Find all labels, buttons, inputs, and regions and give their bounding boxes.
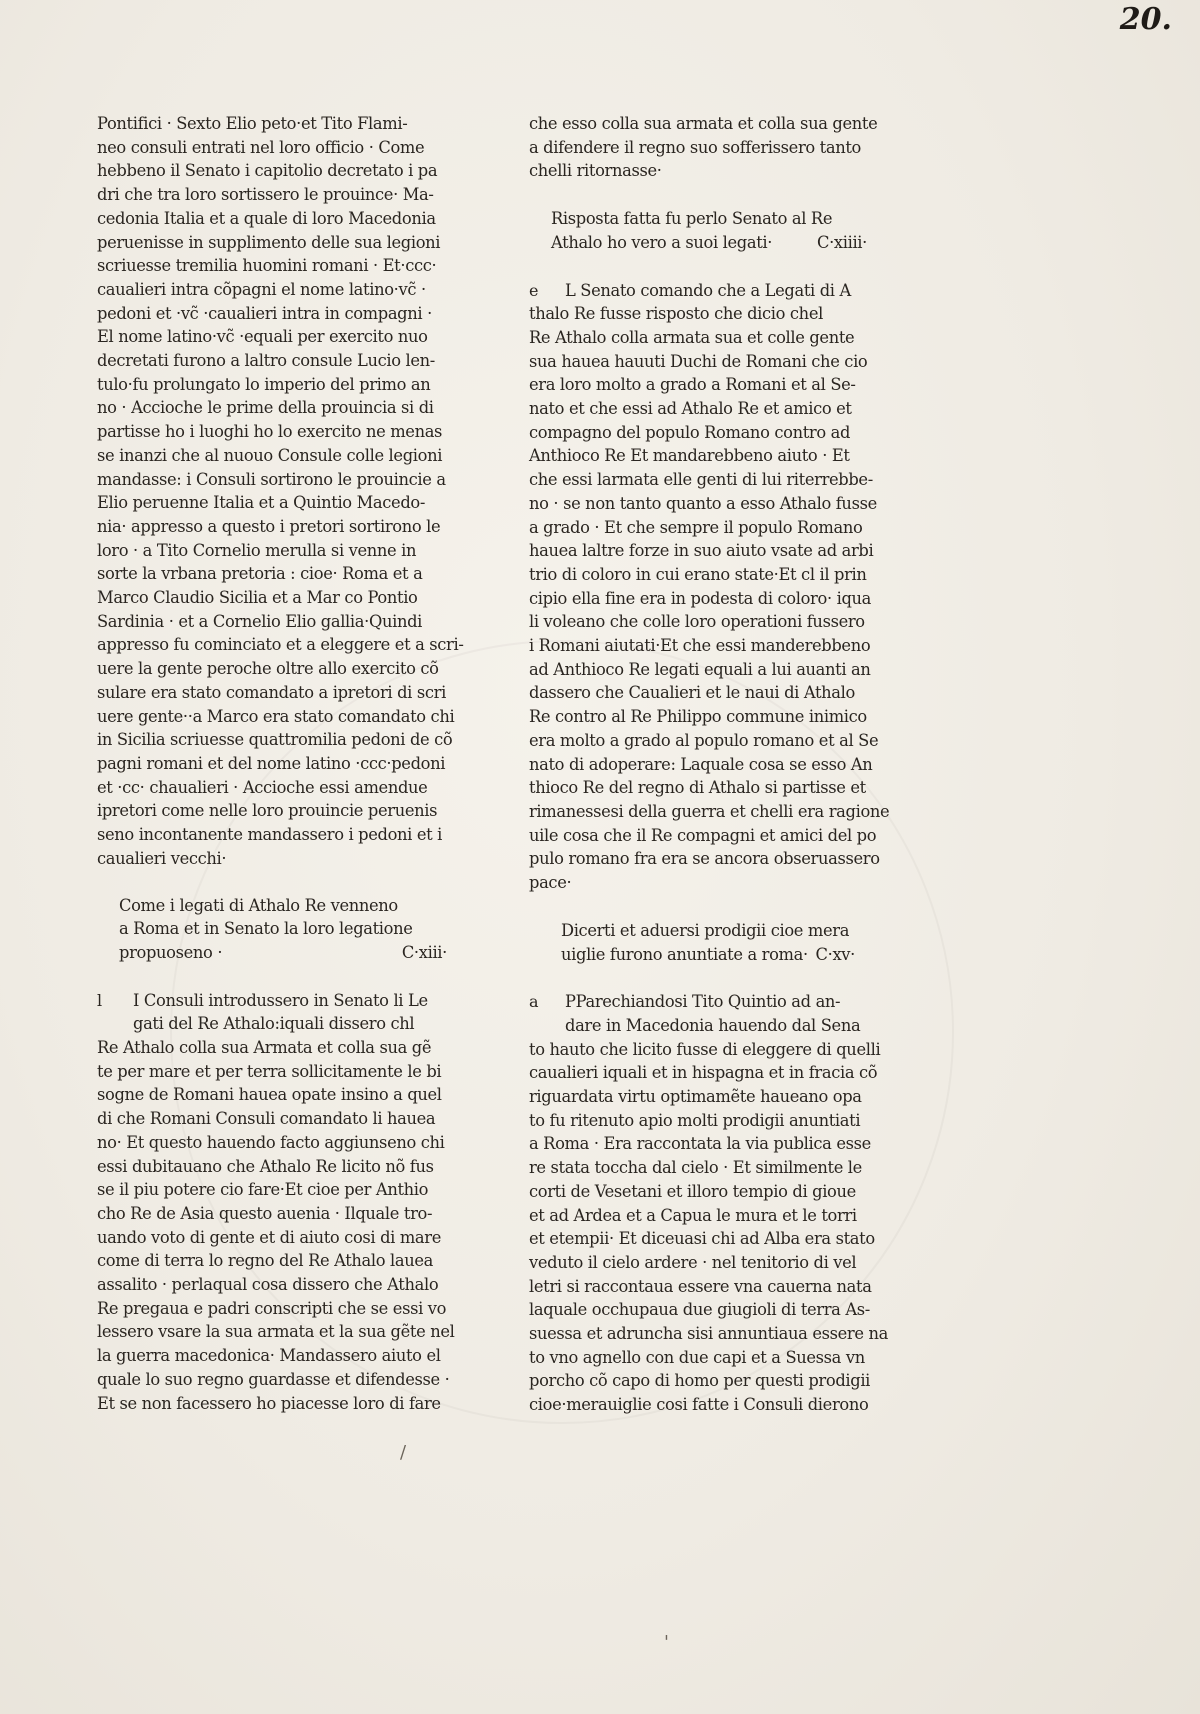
- text-line: quale lo suo regno guardasse et difendesse ·: [97, 1369, 450, 1389]
- text-line: a difendere il regno suo sofferissero tanto: [529, 137, 861, 157]
- text-line: se il piu potere cio fare·Et cioe per Anthio: [97, 1180, 429, 1200]
- text-line: caualieri intra cõpagni el nome latino·vc̃ ·: [97, 279, 426, 299]
- chapter-paragraph: [529, 990, 891, 1417]
- text-line: Re contro al Re Philippo commune inimico: [529, 707, 867, 727]
- chapter-heading: [529, 207, 891, 254]
- chapter-paragraph: [529, 279, 891, 895]
- text-line: uere gente··a Marco era stato comandato chi: [97, 706, 455, 726]
- text-line: gati del Re Athalo:iquali dissero chl: [133, 1014, 415, 1034]
- heading-line: Risposta fatta fu perlo Senato al Re: [551, 209, 833, 229]
- text-line: che esso colla sua armata et colla sua gente: [529, 114, 878, 133]
- heading-line: [119, 941, 451, 965]
- text-line: la guerra macedonica· Mandassero aiuto el: [97, 1346, 441, 1366]
- text-line: assalito · perlaqual cosa dissero che Athalo: [97, 1275, 439, 1295]
- text-line: Pontifici · Sexto Elio peto·et Tito Flami-: [97, 114, 408, 133]
- text-line: letri si raccontaua essere vna cauerna nata: [529, 1276, 872, 1296]
- text-line: caualieri vecchi·: [97, 848, 227, 868]
- text-line: loro · a Tito Cornelio merulla si venne in: [97, 540, 417, 560]
- text-line: essi dubitauano che Athalo Re licito nõ fus: [97, 1156, 434, 1176]
- text-line: come di terra lo regno del Re Athalo lauea: [97, 1251, 434, 1271]
- text-line: El nome latino·vc̃ ·equali per exercito nuo: [97, 327, 428, 347]
- text-line: pulo romano fra era se ancora obseruassero: [529, 849, 880, 869]
- text-line: scriuesse tremilia huomini romani · Et·ccc·: [97, 256, 437, 276]
- text-line: ad Anthioco Re legati equali a lui auanti an: [529, 659, 871, 679]
- text-line: et etempii· Et diceuasi chi ad Alba era stato: [529, 1229, 875, 1249]
- text-line: re stata toccha dal cielo · Et similmente le: [529, 1158, 862, 1178]
- heading-text: Athalo ho vero a suoi legati·: [551, 232, 773, 252]
- text-line: I Consuli introdussero in Senato li Le: [133, 990, 428, 1010]
- chapter-number: C·xiii·: [401, 942, 447, 962]
- text-line: cioe·merauiglie cosi fatte i Consuli dierono: [529, 1395, 869, 1415]
- heading-line: [551, 231, 891, 255]
- text-line: appresso fu cominciato et a eleggere et a scri-: [97, 635, 464, 655]
- text-line: thioco Re del regno di Athalo si partisse et: [529, 778, 866, 798]
- text-line: seno incontanente mandassero i pedoni et i: [97, 825, 443, 845]
- text-line: uere la gente peroche oltre allo exercito cõ: [97, 659, 439, 679]
- text-line: mandasse: i Consuli sortirono le prouincie a: [97, 469, 446, 489]
- text-line: dassero che Caualieri et le naui di Athalo: [529, 683, 855, 703]
- text-line: te per mare et per terra sollicitamente le bi: [97, 1061, 442, 1081]
- text-line: uile cosa che il Re compagni et amici del po: [529, 825, 877, 845]
- text-line: lessero vsare la sua armata et la sua gẽte nel: [97, 1322, 455, 1342]
- text-line: trio di coloro in cui erano state·Et cl il prin: [529, 564, 867, 584]
- text-line: Re pregaua e padri conscripti che se essi vo: [97, 1298, 447, 1318]
- folio-number: 20.: [1119, 2, 1172, 37]
- heading-line: Come i legati di Athalo Re venneno: [119, 895, 398, 915]
- guide-letter: l: [97, 990, 102, 1010]
- text-line: Re Athalo colla armata sua et colle gente: [529, 327, 855, 347]
- chapter-heading: [97, 894, 451, 965]
- text-line: peruenisse in supplimento delle sua legioni: [97, 232, 441, 252]
- text-line: decretati furono a laltro consule Lucio len-: [97, 351, 435, 371]
- text-line: porcho cõ capo di homo per questi prodigii: [529, 1371, 871, 1391]
- text-line: uando voto di gente et di aiuto cosi di mare: [97, 1227, 442, 1247]
- text-line: thalo Re fusse risposto che dicio chel: [529, 304, 823, 324]
- guide-letter: a: [529, 992, 539, 1012]
- text-line: riguardata virtu optimamẽte haueano opa: [529, 1087, 862, 1107]
- text-line: pedoni et ·vc̃ ·caualieri intra in compagni ·: [97, 303, 432, 323]
- text-line: partisse ho i luoghi ho lo exercito ne menas: [97, 422, 443, 442]
- text-line: et ·cc· chaualieri · Accioche essi amendue: [97, 777, 428, 797]
- left-column: [97, 112, 464, 1415]
- text-line: Re Athalo colla sua Armata et colla sua gẽ: [97, 1038, 432, 1058]
- text-line: pace·: [529, 873, 572, 893]
- stray-mark: ': [664, 1632, 669, 1653]
- text-line: i Romani aiutati·Et che essi manderebbeno: [529, 636, 871, 656]
- right-column: [529, 112, 891, 1417]
- text-line: nia· appresso a questo i pretori sortirono le: [97, 516, 441, 536]
- heading-line: [561, 943, 891, 967]
- text-line: no · Accioche le prime della prouincia si di: [97, 398, 434, 418]
- text-line: neo consuli entrati nel loro officio · Come: [97, 137, 425, 157]
- left-intro-text: [97, 112, 464, 871]
- text-line: li voleano che colle loro operationi fussero: [529, 612, 865, 632]
- text-line: veduto il cielo ardere · nel tenitorio di vel: [529, 1252, 857, 1272]
- text-line: sogne de Romani hauea opate insino a quel: [97, 1085, 442, 1105]
- text-line: cedonia Italia et a quale di loro Macedonia: [97, 208, 436, 228]
- stray-mark: /: [400, 1442, 407, 1463]
- right-intro-text: [529, 112, 891, 183]
- text-line: compagno del populo Romano contro ad: [529, 422, 851, 442]
- text-line: tulo·fu prolungato lo imperio del primo an: [97, 374, 431, 394]
- text-line: se inanzi che al nuouo Consule colle legioni: [97, 445, 443, 465]
- text-line: sua hauea hauuti Duchi de Romani che cio: [529, 351, 868, 371]
- text-line: to hauto che licito fusse di eleggere di quelli: [529, 1039, 881, 1059]
- text-line: Sardinia · et a Cornelio Elio gallia·Quindi: [97, 611, 423, 631]
- text-line: dri che tra loro sortissero le prouince· Ma-: [97, 185, 434, 205]
- chapter-heading: [529, 919, 891, 966]
- text-line: Et se non facessero ho piacesse loro di fare: [97, 1393, 441, 1413]
- heading-line: a Roma et in Senato la loro legatione: [119, 919, 413, 939]
- text-line: PParechiandosi Tito Quintio ad an-: [565, 992, 841, 1012]
- text-line: et ad Ardea et a Capua le mura et le torri: [529, 1205, 857, 1225]
- text-line: nato et che essi ad Athalo Re et amico et: [529, 399, 852, 419]
- text-line: nato di adoperare: Laquale cosa se esso An: [529, 754, 873, 774]
- text-line: L Senato comando che a Legati di A: [565, 280, 851, 300]
- text-line: corti de Vesetani et illoro tempio di gioue: [529, 1181, 856, 1201]
- text-line: hauea laltre forze in suo aiuto vsate ad arbi: [529, 541, 874, 561]
- text-line: hebbeno il Senato i capitolio decretato i pa: [97, 161, 438, 181]
- heading-text: propuoseno ·: [119, 942, 223, 962]
- text-line: to vno agnello con due capi et a Suessa vn: [529, 1347, 865, 1367]
- guide-letter: e: [529, 280, 539, 300]
- text-line: sulare era stato comandato a ipretori di scri: [97, 682, 446, 702]
- text-line: cho Re de Asia questo auenia · Ilquale tro-: [97, 1203, 433, 1223]
- text-line: cipio ella fine era in podesta di coloro· iqua: [529, 588, 872, 608]
- text-line: era molto a grado al populo romano et al Se: [529, 730, 879, 750]
- text-line: no · se non tanto quanto a esso Athalo fusse: [529, 493, 877, 513]
- text-line: suessa et adruncha sisi annuntiaua essere na: [529, 1324, 888, 1344]
- text-line: in Sicilia scriuesse quattromilia pedoni de cõ: [97, 730, 453, 750]
- chapter-paragraph: [97, 989, 455, 1416]
- text-line: era loro molto a grado a Romani et al Se-: [529, 375, 856, 395]
- heading-text: uiglie furono anuntiate a roma·: [561, 944, 808, 964]
- text-line: pagni romani et del nome latino ·ccc·pedoni: [97, 753, 446, 773]
- text-line: dare in Macedonia hauendo dal Sena: [565, 1015, 861, 1035]
- text-line: to fu ritenuto apio molti prodigii anuntiati: [529, 1110, 861, 1130]
- text-line: Elio peruenne Italia et a Quintio Macedo-: [97, 493, 425, 513]
- chapter-number: C·xiiii·: [816, 232, 867, 252]
- text-line: chelli ritornasse·: [529, 161, 662, 181]
- text-line: caualieri iquali et in hispagna et in fracia cõ: [529, 1063, 878, 1083]
- text-line: Marco Claudio Sicilia et a Mar co Pontio: [97, 588, 418, 608]
- text-line: che essi larmata elle genti di lui riterrebbe-: [529, 470, 873, 490]
- text-line: ipretori come nelle loro prouincie peruenis: [97, 801, 438, 821]
- text-line: laquale occhupaua due giugioli di terra As-: [529, 1300, 870, 1320]
- text-line: rimanessesi della guerra et chelli era ragione: [529, 801, 890, 821]
- text-line: a Roma · Era raccontata la via publica esse: [529, 1134, 871, 1154]
- text-line: di che Romani Consuli comandato li hauea: [97, 1109, 436, 1129]
- text-line: no· Et questo hauendo facto aggiunseno chi: [97, 1132, 445, 1152]
- text-line: Anthioco Re Et mandarebbeno aiuto · Et: [529, 446, 850, 466]
- text-line: a grado · Et che sempre il populo Romano: [529, 517, 863, 537]
- heading-line: Dicerti et aduersi prodigii cioe mera: [561, 920, 850, 940]
- chapter-number: C·xv·: [815, 944, 855, 964]
- text-line: sorte la vrbana pretoria : cioe· Roma et a: [97, 564, 423, 584]
